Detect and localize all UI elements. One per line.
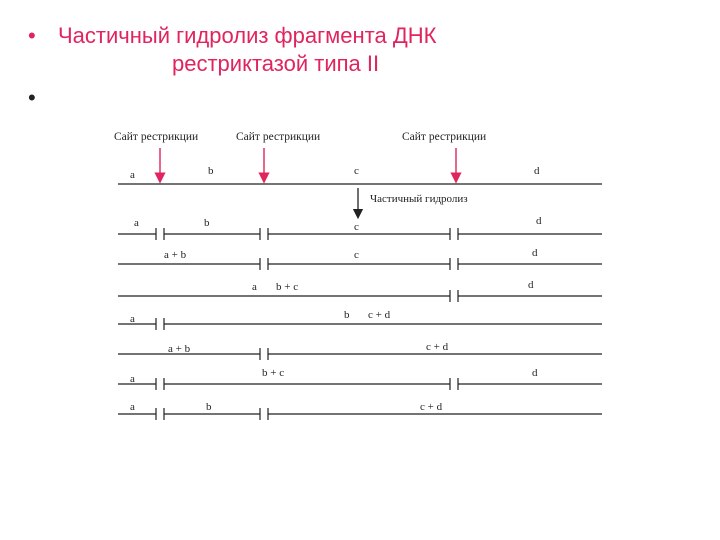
fragment-row xyxy=(118,318,602,330)
row7-a: a xyxy=(130,401,135,413)
row0-a: a xyxy=(130,169,135,181)
row5-ab: a + b xyxy=(168,343,191,355)
row3-a: a xyxy=(252,281,257,293)
row2-d: d xyxy=(532,247,538,259)
title-bullet: • xyxy=(28,23,36,48)
row5-cd: c + d xyxy=(426,341,449,353)
row3-d: d xyxy=(528,279,534,291)
site-label-1: Сайт рестрикции xyxy=(114,131,199,143)
row6-d: d xyxy=(532,367,538,379)
fragment-row xyxy=(118,408,602,420)
row2-ab: a + b xyxy=(164,249,187,261)
row1-c: c xyxy=(354,221,359,233)
row7-cd: c + d xyxy=(420,401,443,413)
row2-c: c xyxy=(354,249,359,261)
row1-b: b xyxy=(204,217,210,229)
fragment-row xyxy=(118,258,602,270)
dna-hydrolysis-diagram xyxy=(108,118,608,428)
site-label-2: Сайт рестрикции xyxy=(236,131,321,143)
row7-b: b xyxy=(206,401,212,413)
fragment-row xyxy=(118,290,602,302)
title-line-1: Частичный гидролиз фрагмента ДНК xyxy=(58,23,437,48)
fragment-row xyxy=(118,378,602,390)
row0-b: b xyxy=(208,165,214,177)
title-line-2: рестриктазой типа II xyxy=(172,51,380,76)
process-label: Частичный гидролиз xyxy=(370,193,468,205)
empty-bullet: • xyxy=(28,85,36,110)
row4-cd: c + d xyxy=(368,309,391,321)
row1-a: a xyxy=(134,217,139,229)
fragment-row xyxy=(118,228,602,240)
row6-bc: b + c xyxy=(262,367,285,379)
row6-a: a xyxy=(130,373,135,385)
row4-a: a xyxy=(130,313,135,325)
fragment-row xyxy=(118,348,602,360)
row0-d: d xyxy=(534,165,540,177)
row4-b: b xyxy=(344,309,350,321)
row1-d: d xyxy=(536,215,542,227)
site-label-3: Сайт рестрикции xyxy=(402,131,487,143)
row0-c: c xyxy=(354,165,359,177)
row3-bc: b + c xyxy=(276,281,299,293)
